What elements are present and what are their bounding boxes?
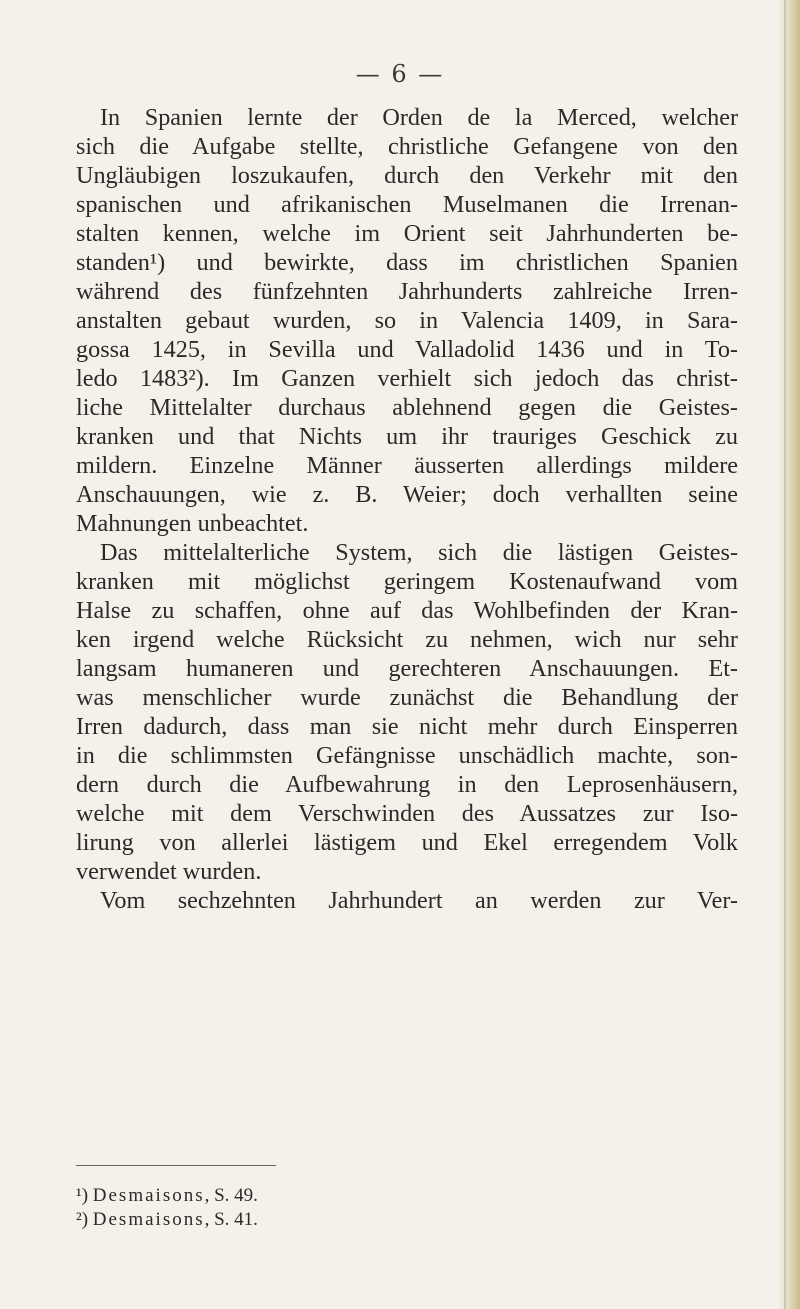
body-text — [76, 103, 738, 915]
body-line: Irren dadurch, dass man sie nicht mehr durch Einsperren — [76, 713, 738, 740]
footnote — [76, 1208, 576, 1232]
body-line: stalten kennen, welche im Orient seit Jahrhunderten be- — [76, 220, 738, 247]
body-line: Halse zu schaffen, ohne auf das Wohlbefinden der Kran- — [76, 597, 738, 624]
footnote-marker: ²) — [76, 1209, 89, 1230]
body-line: In Spanien lernte der Orden de la Merced, welcher — [100, 104, 738, 131]
body-line: ledo 1483²). Im Ganzen verhielt sich jedoch das christ- — [76, 365, 738, 392]
body-line: Anschauungen, wie z. B. Weier; doch verhallten seine — [76, 481, 738, 508]
footnote-divider — [76, 1165, 276, 1166]
page-edge-shadow — [778, 0, 800, 1309]
body-line: anstalten gebaut wurden, so in Valencia 1409, in Sara- — [76, 307, 738, 334]
body-line: verwendet wurden. — [76, 858, 262, 885]
body-line: welche mit dem Verschwinden des Aussatzes zur Iso- — [76, 800, 738, 827]
body-line: lirung von allerlei lästigem und Ekel erregendem Volk — [76, 829, 738, 856]
footnote-author: Desmaisons — [92, 1185, 205, 1206]
body-line: spanischen und afrikanischen Muselmanen die Irrenan- — [76, 191, 738, 218]
footnote-marker: ¹) — [76, 1185, 89, 1206]
body-line: sich die Aufgabe stellte, christliche Gefangene von den — [76, 133, 738, 160]
body-line: kranken und that Nichts um ihr trauriges Geschick zu — [76, 423, 738, 450]
body-line: in die schlimmsten Gefängnisse unschädlich machte, son- — [76, 742, 738, 769]
footnote-author: Desmaisons — [92, 1209, 205, 1230]
body-line: was menschlicher wurde zunächst die Behandlung der — [76, 684, 738, 711]
body-line: liche Mittelalter durchaus ablehnend gegen die Geistes- — [76, 394, 738, 421]
body-line: Mahnungen unbeachtet. — [76, 510, 309, 537]
body-line: ken irgend welche Rücksicht zu nehmen, wich nur sehr — [76, 626, 738, 653]
body-line: langsam humaneren und gerechteren Anschauungen. Et- — [76, 655, 738, 682]
footnote-reference: , S. 41. — [204, 1209, 258, 1230]
body-line: standen¹) und bewirkte, dass im christlichen Spanien — [76, 249, 738, 276]
footnotes — [76, 1184, 576, 1232]
page-edge-line — [784, 0, 786, 1309]
page-number: — 6 — — [355, 60, 445, 88]
body-line: während des fünfzehnten Jahrhunderts zahlreiche Irren- — [76, 278, 738, 305]
body-line: Ungläubigen loszukaufen, durch den Verkehr mit den — [76, 162, 738, 189]
body-line: dern durch die Aufbewahrung in den Leprosenhäusern, — [76, 771, 738, 798]
footnote-reference: , S. 49. — [204, 1185, 258, 1206]
body-line: gossa 1425, in Sevilla und Valladolid 1436 und in To- — [76, 336, 738, 363]
body-line: Vom sechzehnten Jahrhundert an werden zur Ver- — [100, 887, 738, 914]
body-line: mildern. Einzelne Männer äusserten allerdings mildere — [76, 452, 738, 479]
body-line: Das mittelalterliche System, sich die lästigen Geistes- — [100, 539, 738, 566]
footnote — [76, 1184, 576, 1208]
body-line: kranken mit möglichst geringem Kostenaufwand vom — [76, 568, 738, 595]
